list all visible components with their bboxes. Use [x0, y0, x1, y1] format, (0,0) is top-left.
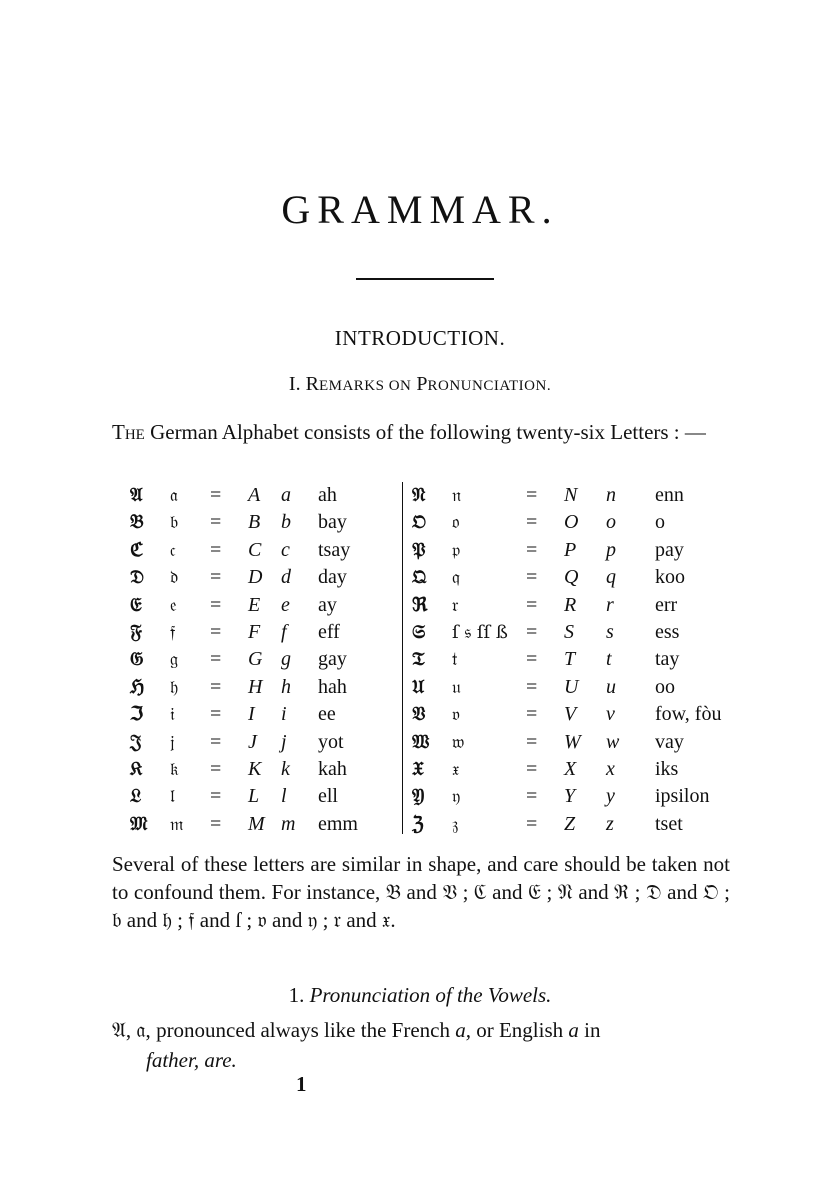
fraktur-upper: 𝔒	[412, 511, 427, 534]
alphabet-row	[130, 564, 400, 591]
equals-sign: =	[526, 511, 538, 534]
alphabet-row	[130, 482, 400, 509]
fraktur-lower: 𝔤	[170, 649, 179, 671]
alphabet-row	[402, 674, 732, 701]
pronunciation: day	[318, 566, 347, 589]
roman-lower: x	[606, 757, 615, 780]
pronunciation: err	[655, 593, 678, 616]
fraktur-upper: 𝔅	[130, 511, 144, 534]
alphabet-row	[402, 811, 732, 838]
roman-lower: t	[606, 648, 612, 671]
roman-upper: R	[564, 593, 577, 616]
roman-upper: E	[248, 593, 261, 616]
fraktur-upper: ℨ	[412, 812, 424, 835]
fraktur-lower: 𝔡	[170, 567, 179, 589]
fraktur-upper: 𝔘	[412, 675, 425, 698]
fraktur-lower: 𝔣	[170, 621, 176, 643]
alphabet-row	[402, 701, 732, 728]
roman-upper: G	[248, 648, 263, 671]
subsection-number: 1.	[288, 983, 305, 1007]
roman-lower: m	[281, 812, 296, 835]
equals-sign: =	[526, 812, 538, 835]
roman-lower: r	[606, 593, 614, 616]
pronunciation: koo	[655, 566, 685, 589]
fraktur-lower: 𝔪	[170, 813, 184, 835]
equals-sign: =	[526, 675, 538, 698]
alphabet-row	[130, 756, 400, 783]
roman-lower: v	[606, 703, 615, 726]
fraktur-upper: 𝔄	[130, 484, 143, 506]
equals-sign: =	[210, 648, 222, 671]
roman-lower: j	[281, 730, 287, 753]
roman-upper: Z	[564, 812, 576, 835]
fraktur-lower: 𝔲	[452, 676, 461, 698]
pronunciation: tay	[655, 648, 680, 671]
fraktur-lower: 𝔮	[452, 567, 460, 589]
roman-lower: b	[281, 511, 291, 534]
roman-upper: X	[564, 757, 577, 780]
roman-lower: f	[281, 620, 287, 643]
fraktur-upper: ℭ	[130, 538, 144, 561]
roman-upper: C	[248, 538, 262, 561]
vowel-a-1: a,	[455, 1018, 471, 1042]
fraktur-upper: 𝔔	[412, 566, 427, 589]
roman-upper: I	[248, 703, 255, 726]
fraktur-upper: 𝔛	[412, 757, 424, 780]
fraktur-upper: 𝔊	[130, 648, 144, 671]
roman-lower: n	[606, 484, 616, 506]
alphabet-row	[402, 509, 732, 536]
alphabet-row	[402, 482, 732, 509]
equals-sign: =	[526, 730, 538, 753]
fraktur-lower: ſ 𝔰 ſſ ß	[452, 621, 508, 643]
alphabet-row	[130, 619, 400, 646]
pronunciation: vay	[655, 730, 684, 753]
introduction-heading: INTRODUCTION.	[334, 326, 506, 350]
equals-sign: =	[210, 620, 222, 643]
fraktur-lower: 𝔢	[170, 594, 177, 616]
roman-lower: o	[606, 511, 616, 534]
fraktur-upper: 𝔎	[130, 757, 143, 780]
section-heading	[0, 373, 840, 396]
fraktur-upper: 𝔚	[412, 730, 430, 753]
roman-lower: s	[606, 620, 614, 643]
roman-upper: P	[564, 538, 577, 561]
pronunciation: iks	[655, 757, 679, 780]
vowel-text-1: pronounced always like the French	[156, 1018, 450, 1042]
roman-upper: K	[248, 757, 262, 780]
pronunciation: eff	[318, 620, 340, 643]
fraktur-lower: 𝔱	[452, 649, 458, 671]
roman-lower: d	[281, 566, 291, 589]
fraktur-lower: 𝔷	[452, 813, 459, 835]
pronunciation: emm	[318, 812, 358, 835]
equals-sign: =	[210, 593, 222, 616]
equals-sign: =	[526, 566, 538, 589]
pronunciation: ipsilon	[655, 785, 710, 808]
pronunciation: ay	[318, 593, 337, 616]
equals-sign: =	[210, 812, 222, 835]
vowel-a-entry	[112, 1015, 732, 1075]
roman-upper: F	[248, 620, 261, 643]
fraktur-lower: 𝔶	[452, 786, 461, 808]
equals-sign: =	[210, 511, 222, 534]
section-cap-1: R	[305, 373, 319, 395]
roman-lower: a	[281, 484, 291, 506]
roman-upper: V	[564, 703, 577, 726]
pronunciation: tsay	[318, 538, 351, 561]
roman-upper: Y	[564, 785, 576, 808]
section-rest-2: RONUNCIATION.	[427, 378, 552, 394]
alphabet-row	[402, 592, 732, 619]
page-number: 1	[296, 1072, 307, 1096]
pronunciation: enn	[655, 484, 684, 506]
equals-sign: =	[526, 757, 538, 780]
fraktur-upper: 𝔗	[412, 648, 425, 671]
fraktur-lower: 𝔞	[170, 485, 178, 506]
fraktur-lower: 𝔭	[452, 539, 461, 561]
paragraph-text: German Alphabet consists of the following twenty-six Letters : —	[150, 420, 706, 444]
fraktur-lower: 𝔴	[452, 731, 465, 753]
alphabet-left-column	[130, 482, 400, 838]
roman-lower: p	[606, 538, 616, 561]
equals-sign: =	[210, 538, 222, 561]
pronunciation: hah	[318, 675, 347, 698]
roman-lower: h	[281, 675, 291, 698]
roman-lower: i	[281, 703, 287, 726]
equals-sign: =	[210, 703, 222, 726]
fraktur-lower: 𝔯	[452, 594, 459, 616]
fraktur-lower: 𝔬	[452, 512, 460, 534]
fraktur-upper: 𝔜	[412, 785, 425, 808]
fraktur-upper: 𝔓	[412, 538, 426, 561]
fraktur-upper: ℌ	[130, 675, 145, 698]
roman-lower: y	[606, 785, 615, 808]
pronunciation: fow, fòu	[655, 703, 722, 726]
roman-lower: c	[281, 538, 290, 561]
fraktur-lower: 𝔥	[170, 676, 179, 698]
alphabet-table	[130, 482, 730, 842]
roman-upper: A	[248, 484, 261, 506]
section-numeral: I.	[288, 373, 301, 395]
roman-upper: H	[248, 675, 263, 698]
pronunciation: oo	[655, 675, 675, 698]
roman-lower: k	[281, 757, 290, 780]
fraktur-upper: 𝔑	[412, 484, 426, 506]
alphabet-right-column	[402, 482, 732, 838]
pronunciation: ess	[655, 620, 680, 643]
alphabet-row	[402, 537, 732, 564]
alphabet-row	[130, 646, 400, 673]
pronunciation: gay	[318, 648, 347, 671]
alphabet-row	[402, 756, 732, 783]
equals-sign: =	[210, 785, 222, 808]
roman-upper: T	[564, 648, 576, 671]
alphabet-row	[130, 811, 400, 838]
fraktur-upper: 𝔖	[412, 620, 426, 643]
equals-sign: =	[526, 620, 538, 643]
fraktur-lower: 𝔵	[452, 758, 460, 780]
roman-upper: S	[564, 620, 574, 643]
fraktur-lower: 𝔦	[170, 704, 175, 726]
roman-upper: L	[248, 785, 260, 808]
fraktur-lower: 𝔧	[170, 731, 175, 753]
alphabet-row	[402, 646, 732, 673]
roman-upper: M	[248, 812, 265, 835]
fraktur-upper: 𝔈	[130, 593, 142, 616]
equals-sign: =	[526, 785, 538, 808]
roman-upper: J	[248, 730, 257, 753]
roman-upper: B	[248, 511, 261, 534]
section-cap-2: P	[416, 373, 428, 395]
pronunciation: tset	[655, 812, 683, 835]
roman-lower: w	[606, 730, 620, 753]
equals-sign: =	[526, 593, 538, 616]
pronunciation: o	[655, 511, 665, 534]
alphabet-row	[402, 619, 732, 646]
vowel-text-3: in	[584, 1018, 601, 1042]
vowel-examples: father, are.	[146, 1048, 237, 1072]
page-title: GRAMMAR.	[281, 187, 559, 232]
fraktur-upper: ℜ	[412, 593, 428, 616]
fraktur-upper: 𝔉	[130, 620, 143, 643]
roman-upper: N	[564, 484, 578, 506]
vowels-subheading	[0, 983, 840, 1008]
pronunciation: yot	[318, 730, 344, 753]
fraktur-lower: 𝔠	[170, 539, 176, 561]
section-rest-1: EMARKS ON	[318, 378, 412, 394]
alphabet-row	[130, 592, 400, 619]
roman-upper: D	[248, 566, 263, 589]
fraktur-upper: 𝔐	[130, 812, 148, 835]
vowel-letters: 𝔄, 𝔞,	[112, 1018, 151, 1042]
paragraph-lead-word: The	[112, 420, 145, 444]
pronunciation: pay	[655, 538, 684, 561]
vowel-text-2: or English	[476, 1018, 564, 1042]
alphabet-intro-paragraph	[112, 418, 730, 446]
alphabet-row	[402, 729, 732, 756]
title-rule	[356, 278, 494, 280]
pronunciation: bay	[318, 511, 347, 534]
fraktur-upper: 𝔏	[130, 785, 142, 808]
fraktur-lower: 𝔟	[170, 512, 179, 534]
equals-sign: =	[210, 566, 222, 589]
equals-sign: =	[526, 648, 538, 671]
equals-sign: =	[210, 675, 222, 698]
vowel-a-2: a	[568, 1018, 579, 1042]
fraktur-lower: 𝔨	[170, 758, 179, 780]
fraktur-upper: 𝔙	[412, 703, 426, 726]
roman-lower: z	[606, 812, 614, 835]
pronunciation: ell	[318, 785, 338, 808]
roman-lower: q	[606, 566, 616, 589]
alphabet-row	[402, 564, 732, 591]
roman-lower: l	[281, 785, 287, 808]
equals-sign: =	[210, 730, 222, 753]
pronunciation: ah	[318, 484, 337, 506]
fraktur-lower: 𝔳	[452, 704, 460, 726]
equals-sign: =	[526, 538, 538, 561]
roman-upper: W	[564, 730, 581, 753]
roman-upper: U	[564, 675, 579, 698]
roman-upper: O	[564, 511, 579, 534]
roman-lower: g	[281, 648, 291, 671]
alphabet-row	[130, 537, 400, 564]
alphabet-row	[402, 783, 732, 810]
fraktur-upper: ℑ	[130, 703, 144, 726]
alphabet-row	[130, 674, 400, 701]
equals-sign: =	[526, 484, 538, 506]
equals-sign: =	[210, 484, 222, 506]
similar-letters-paragraph: Several of these letters are similar in shape, and care should be taken not to confound them. For instance, 𝔅 and 𝔙 ; ℭ and 𝔈 ; 𝔑 and ℜ ; 𝔇 and 𝔒 ; 𝔟 and 𝔥 ; 𝔣 and ſ ; 𝔳 and 𝔶 ; 𝔯 and 𝔵.	[112, 852, 730, 932]
alphabet-row	[130, 509, 400, 536]
fraktur-upper: 𝔇	[130, 566, 145, 589]
roman-lower: u	[606, 675, 616, 698]
subsection-title: Pronunciation of the Vowels.	[309, 983, 552, 1007]
pronunciation: kah	[318, 757, 347, 780]
roman-lower: e	[281, 593, 290, 616]
pronunciation: ee	[318, 703, 336, 726]
roman-upper: Q	[564, 566, 579, 589]
fraktur-upper: 𝔍	[130, 730, 142, 753]
alphabet-row	[130, 701, 400, 728]
alphabet-row	[130, 729, 400, 756]
equals-sign: =	[210, 757, 222, 780]
equals-sign: =	[526, 703, 538, 726]
fraktur-lower: 𝔩	[170, 786, 175, 808]
alphabet-row	[130, 783, 400, 810]
fraktur-lower: 𝔫	[452, 485, 462, 506]
